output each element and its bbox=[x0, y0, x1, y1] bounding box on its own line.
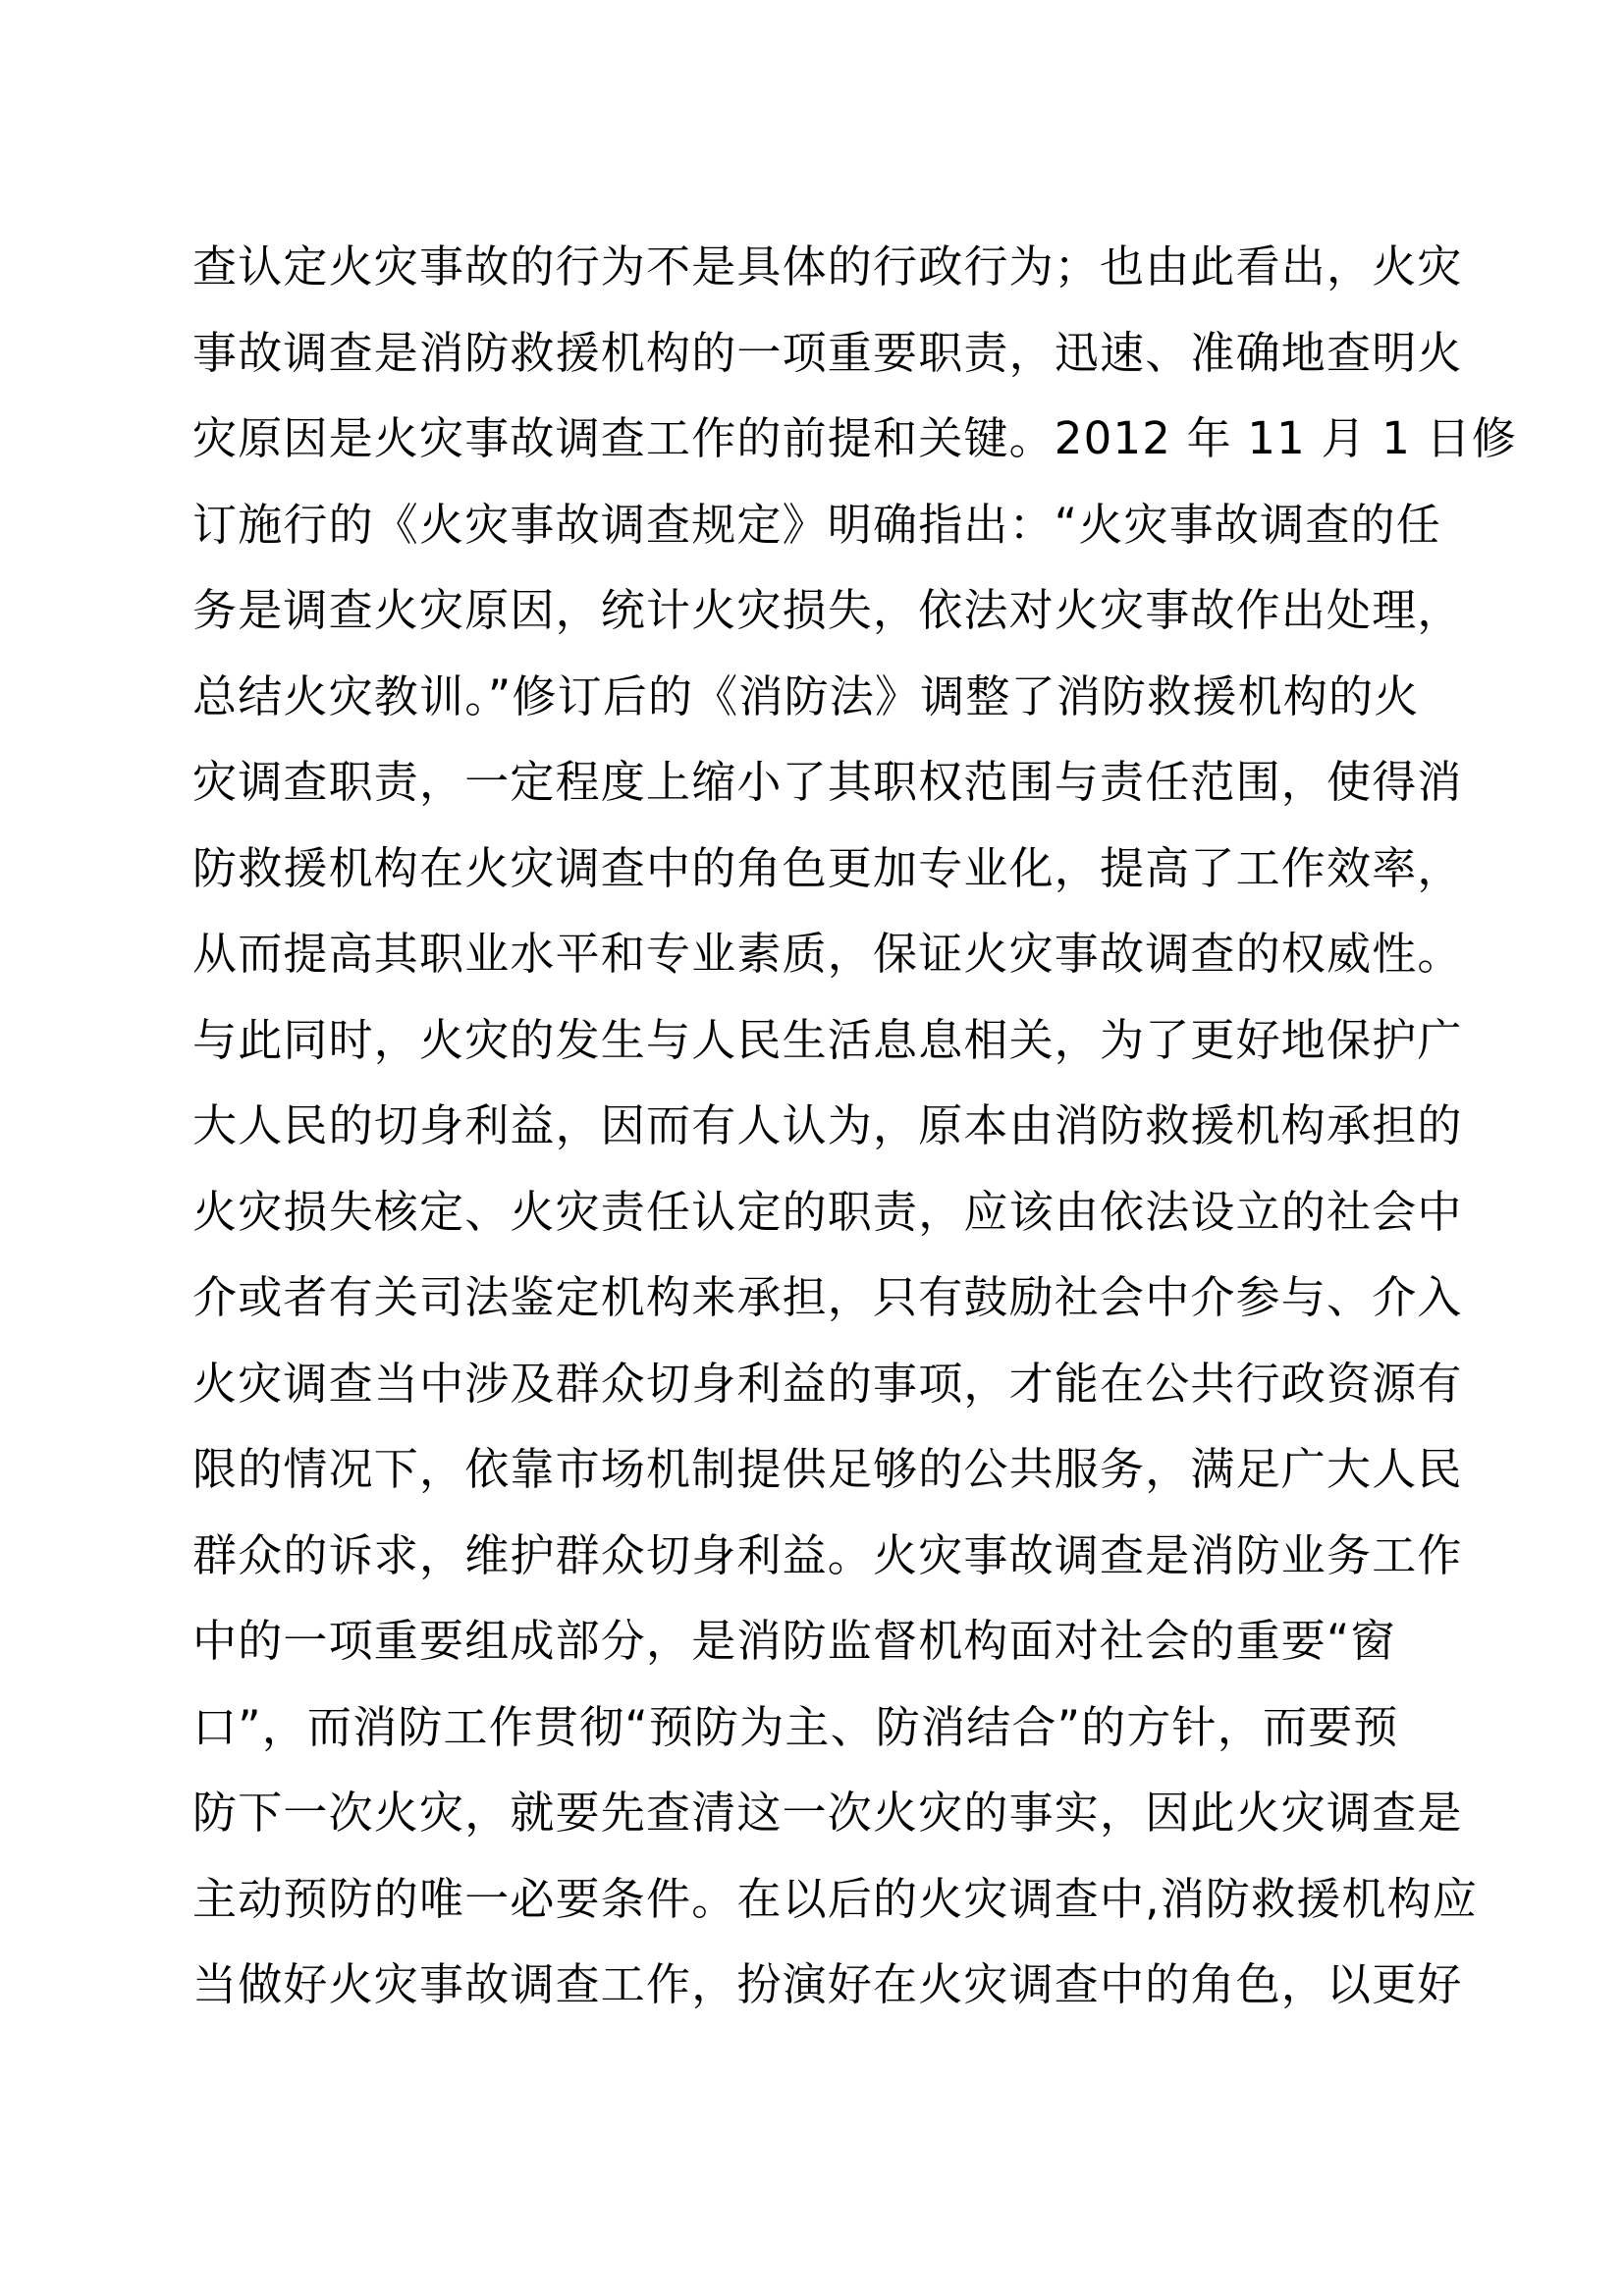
text-line-5: 务是调查火灾原因，统计火灾损失，依法对火灾事故作出处理， bbox=[192, 584, 1463, 636]
text-line-8: 防救援机构在火灾调查中的角色更加专业化，提高了工作效率， bbox=[192, 841, 1463, 894]
text-line-9: 从而提高其职业水平和专业素质，保证火灾事故调查的权威性。 bbox=[192, 928, 1463, 980]
text-line-21: 当做好火灾事故调查工作，扮演好在火灾调查中的角色，以更好 bbox=[192, 1958, 1463, 2010]
text-line-20: 主动预防的唯一必要条件。在以后的火灾调查中,消防救援机构应 bbox=[192, 1872, 1479, 1925]
text-line-10: 与此同时，火灾的发生与人民生活息息相关，为了更好地保护广 bbox=[192, 1013, 1463, 1066]
text-line-16: 群众的诉求，维护群众切身利益。火灾事故调查是消防业务工作 bbox=[192, 1528, 1463, 1581]
text-line-2: 事故调查是消防救援机构的一项重要职责，迅速、准确地查明火 bbox=[192, 326, 1463, 379]
text-line-19: 防下一次火灾，就要先查清这一次火灾的事实，因此火灾调查是 bbox=[192, 1787, 1463, 1839]
text-line-12: 火灾损失核定、火灾责任认定的职责，应该由依法设立的社会中 bbox=[192, 1185, 1463, 1238]
text-line-1: 查认定火灾事故的行为不是具体的行政行为；也由此看出，火灾 bbox=[192, 240, 1463, 293]
text-line-7: 灾调查职责，一定程度上缩小了其职权范围与责任范围，使得消 bbox=[192, 756, 1463, 808]
text-line-15: 限的情况下，依靠市场机制提供足够的公共服务，满足广大人民 bbox=[192, 1443, 1463, 1495]
text-line-3: 灾原因是火灾事故调查工作的前提和关键。2012 年 11 月 1 日修 bbox=[192, 412, 1517, 464]
body-paragraph bbox=[192, 224, 1517, 2028]
text-line-18: 口”，而消防工作贯彻“预防为主、防消结合”的方针，而要预 bbox=[192, 1700, 1399, 1753]
text-line-17: 中的一项重要组成部分，是消防监督机构面对社会的重要“窗 bbox=[192, 1615, 1396, 1667]
text-line-4: 订施行的《火灾事故调查规定》明确指出：“火灾事故调查的任 bbox=[192, 498, 1441, 551]
text-line-6: 总结火灾教训。”修订后的《消防法》调整了消防救援机构的火 bbox=[192, 669, 1420, 722]
text-line-14: 火灾调查当中涉及群众切身利益的事项，才能在公共行政资源有 bbox=[192, 1357, 1463, 1410]
text-line-11: 大人民的切身利益，因而有人认为，原本由消防救援机构承担的 bbox=[192, 1099, 1463, 1151]
text-line-13: 介或者有关司法鉴定机构来承担，只有鼓励社会中介参与、介入 bbox=[192, 1271, 1463, 1323]
